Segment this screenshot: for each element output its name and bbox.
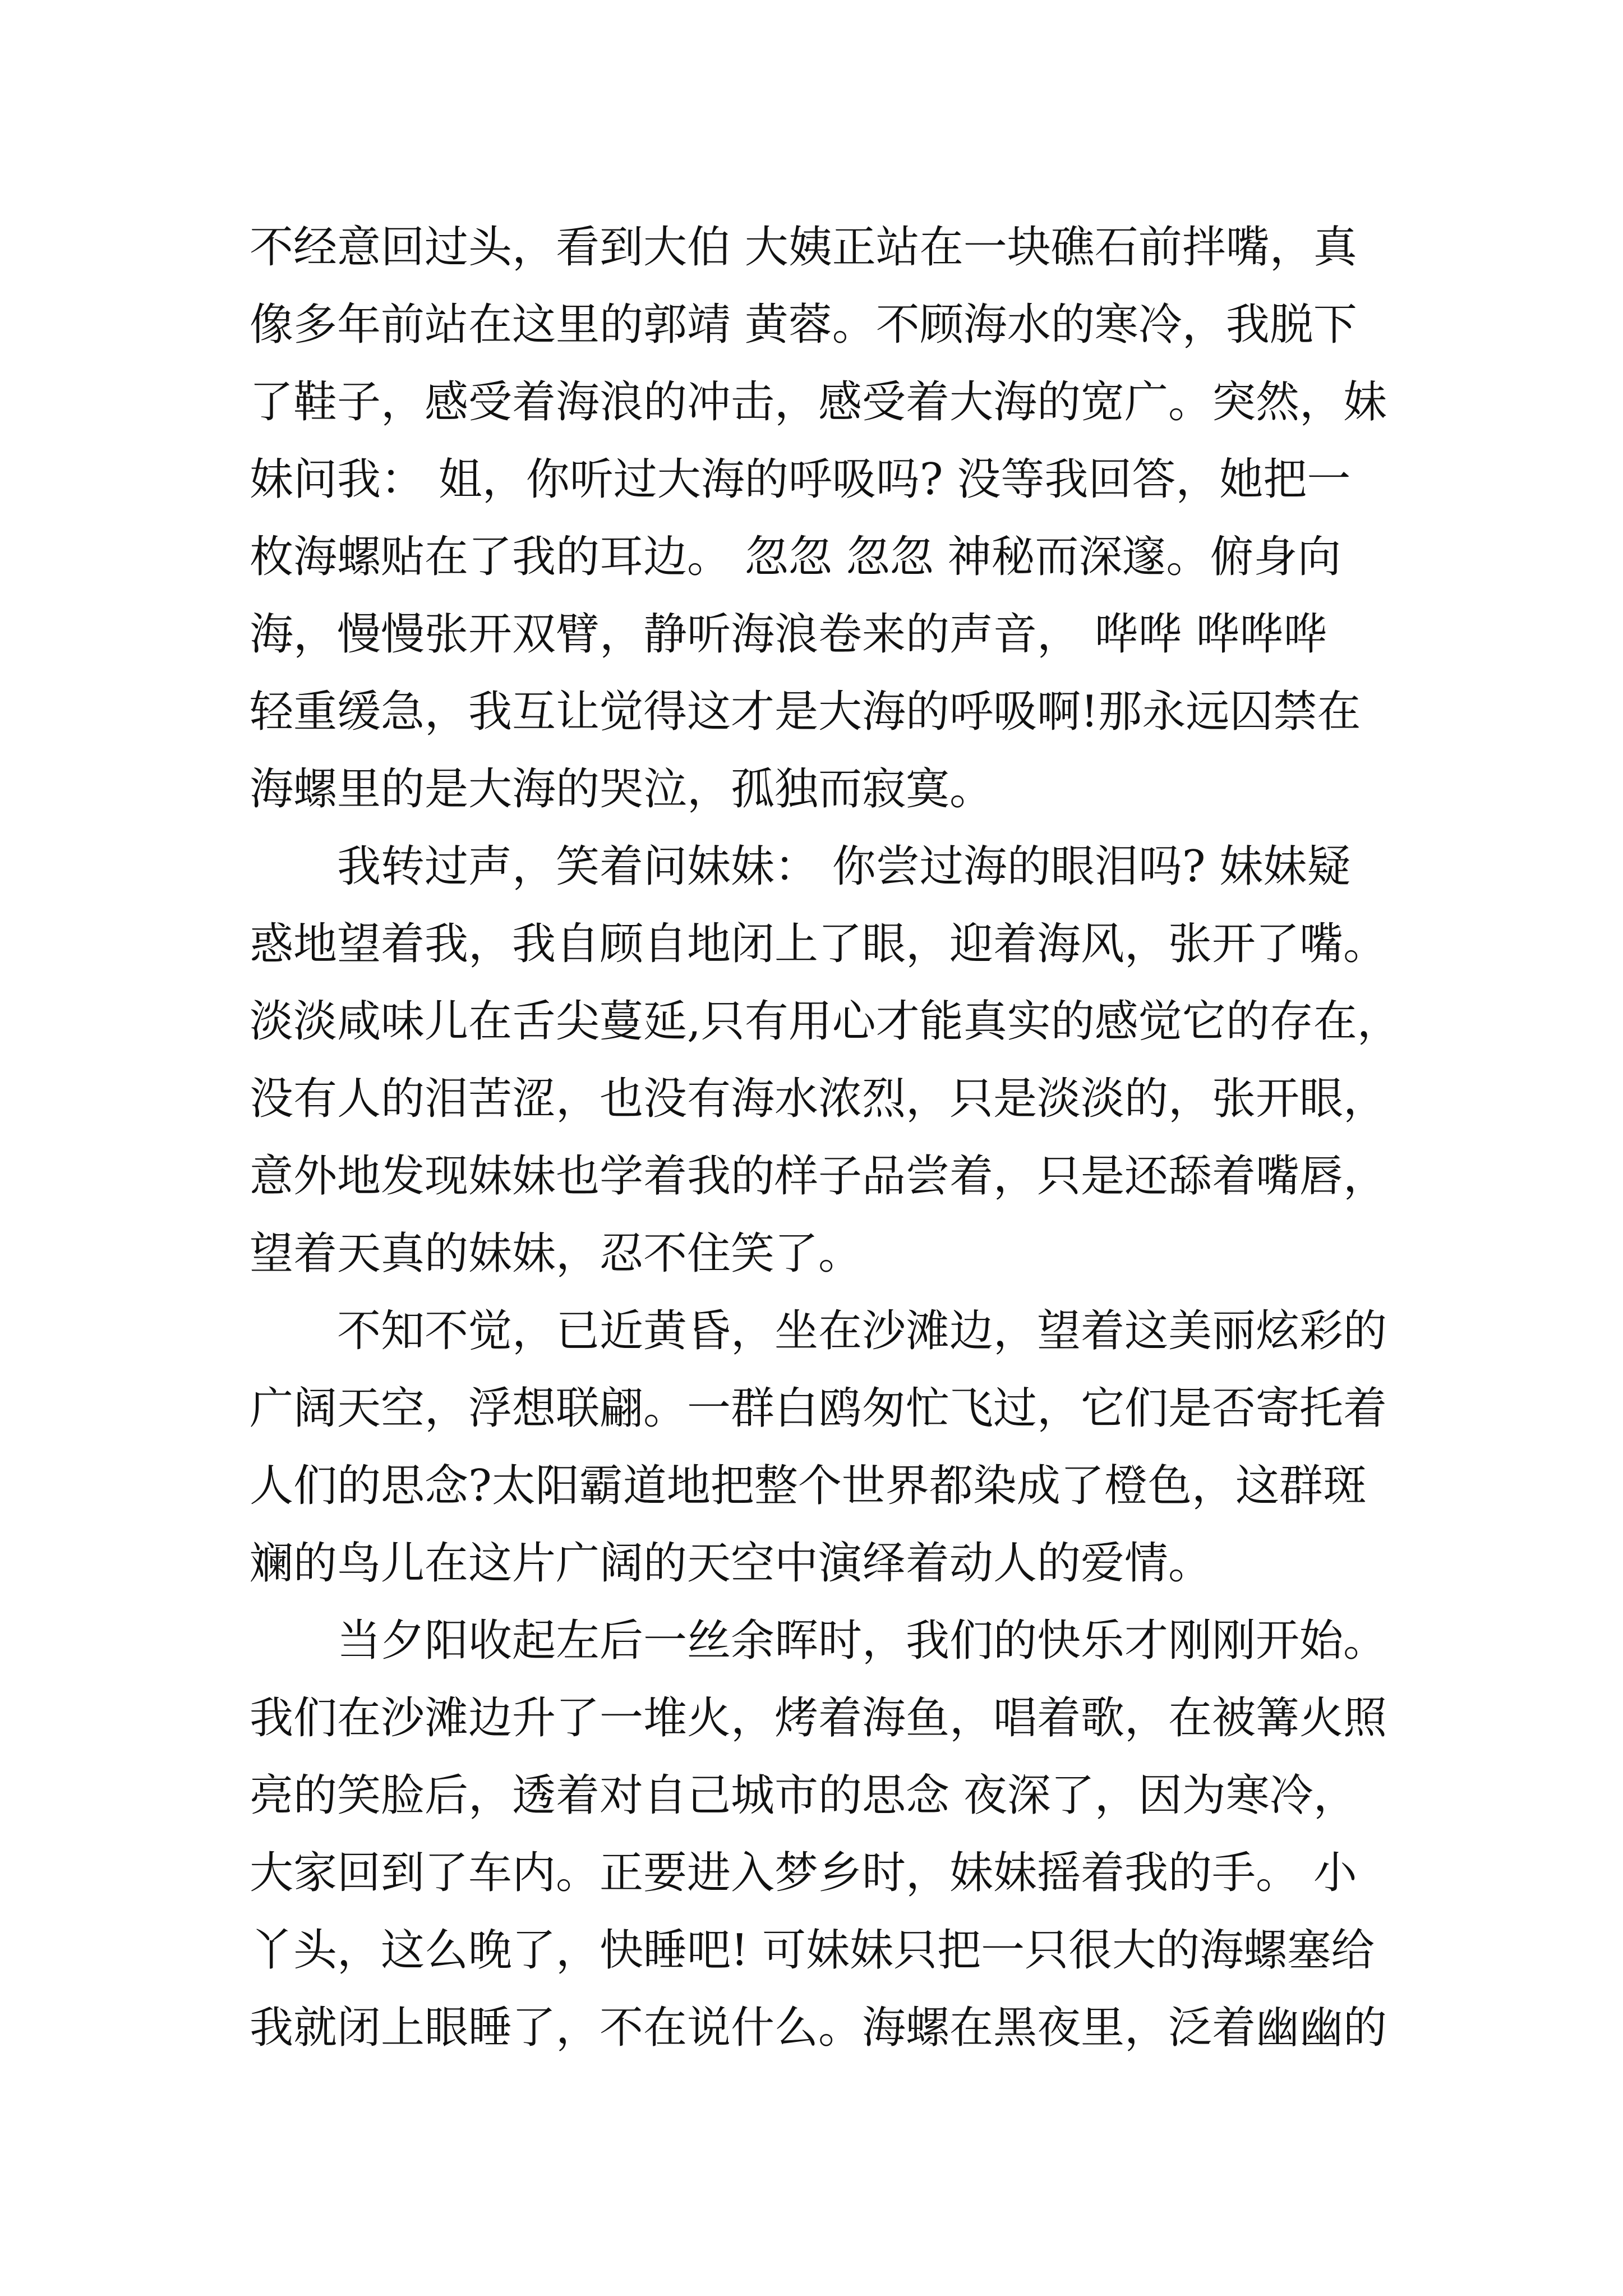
text-line: 淡淡咸味儿在舌尖蔓延,只有用心才能真实的感觉它的存在， bbox=[250, 996, 1401, 1047]
text-line: 广阔天空，浮想联翩。一群白鸥匆忙飞过，它们是否寄托着 bbox=[250, 1383, 1387, 1434]
text-line: 像多年前站在这里的郭靖 黄蓉。不顾海水的寒冷，我脱下 bbox=[250, 300, 1357, 350]
text-line: 当夕阳收起左后一丝余晖时，我们的快乐才刚刚开始。 bbox=[250, 1616, 1387, 1666]
text-line: 大家回到了车内。正要进入梦乡时，妹妹摇着我的手。 小 bbox=[250, 1848, 1357, 1898]
text-line: 亮的笑脸后，透着对自己城市的思念 夜深了，因为寒冷， bbox=[250, 1770, 1357, 1821]
text-line: 惑地望着我，我自顾自地闭上了眼，迎着海风，张开了嘴。 bbox=[250, 919, 1387, 969]
text-line: 意外地发现妹妹也学着我的样子品尝着，只是还舔着嘴唇， bbox=[250, 1151, 1387, 1202]
body-text bbox=[250, 209, 1405, 2067]
text-line: 了鞋子，感受着海浪的冲击，感受着大海的宽广。突然，妹 bbox=[250, 377, 1387, 427]
text-line: 斓的鸟儿在这片广阔的天空中演绎着动人的爱情。 bbox=[250, 1538, 1212, 1589]
text-line: 海，慢慢张开双臂，静听海浪卷来的声音， 哗哗 哗哗哗 bbox=[250, 609, 1327, 660]
text-line: 妹问我： 姐，你听过大海的呼吸吗? 没等我回答，她把一 bbox=[250, 454, 1351, 505]
text-line: 我们在沙滩边升了一堆火，烤着海鱼，唱着歌，在被篝火照 bbox=[250, 1693, 1387, 1743]
text-line: 枚海螺贴在了我的耳边。 忽忽 忽忽 神秘而深邃。俯身向 bbox=[250, 532, 1341, 582]
text-line: 没有人的泪苦涩，也没有海水浓烈，只是淡淡的，张开眼， bbox=[250, 1074, 1387, 1124]
text-line: 丫头，这么晚了，快睡吧! 可妹妹只把一只很大的海螺塞给 bbox=[250, 1925, 1375, 1976]
text-line: 人们的思念?太阳霸道地把整个世界都染成了橙色，这群斑 bbox=[250, 1461, 1367, 1511]
text-line: 不知不觉，已近黄昏，坐在沙滩边，望着这美丽炫彩的 bbox=[250, 1306, 1387, 1356]
text-line: 我转过声，笑着问妹妹： 你尝过海的眼泪吗? 妹妹疑 bbox=[250, 841, 1351, 892]
text-line: 轻重缓急，我互让觉得这才是大海的呼吸啊!那永远囚禁在 bbox=[250, 687, 1361, 737]
text-line: 望着天真的妹妹，忍不住笑了。 bbox=[250, 1228, 863, 1279]
text-line: 我就闭上眼睡了，不在说什么。海螺在黑夜里，泛着幽幽的 bbox=[250, 2003, 1387, 2053]
text-line: 不经意回过头，看到大伯 大姨正站在一块礁石前拌嘴，真 bbox=[250, 222, 1357, 273]
text-line: 海螺里的是大海的哭泣，孤独而寂寞。 bbox=[250, 764, 994, 815]
